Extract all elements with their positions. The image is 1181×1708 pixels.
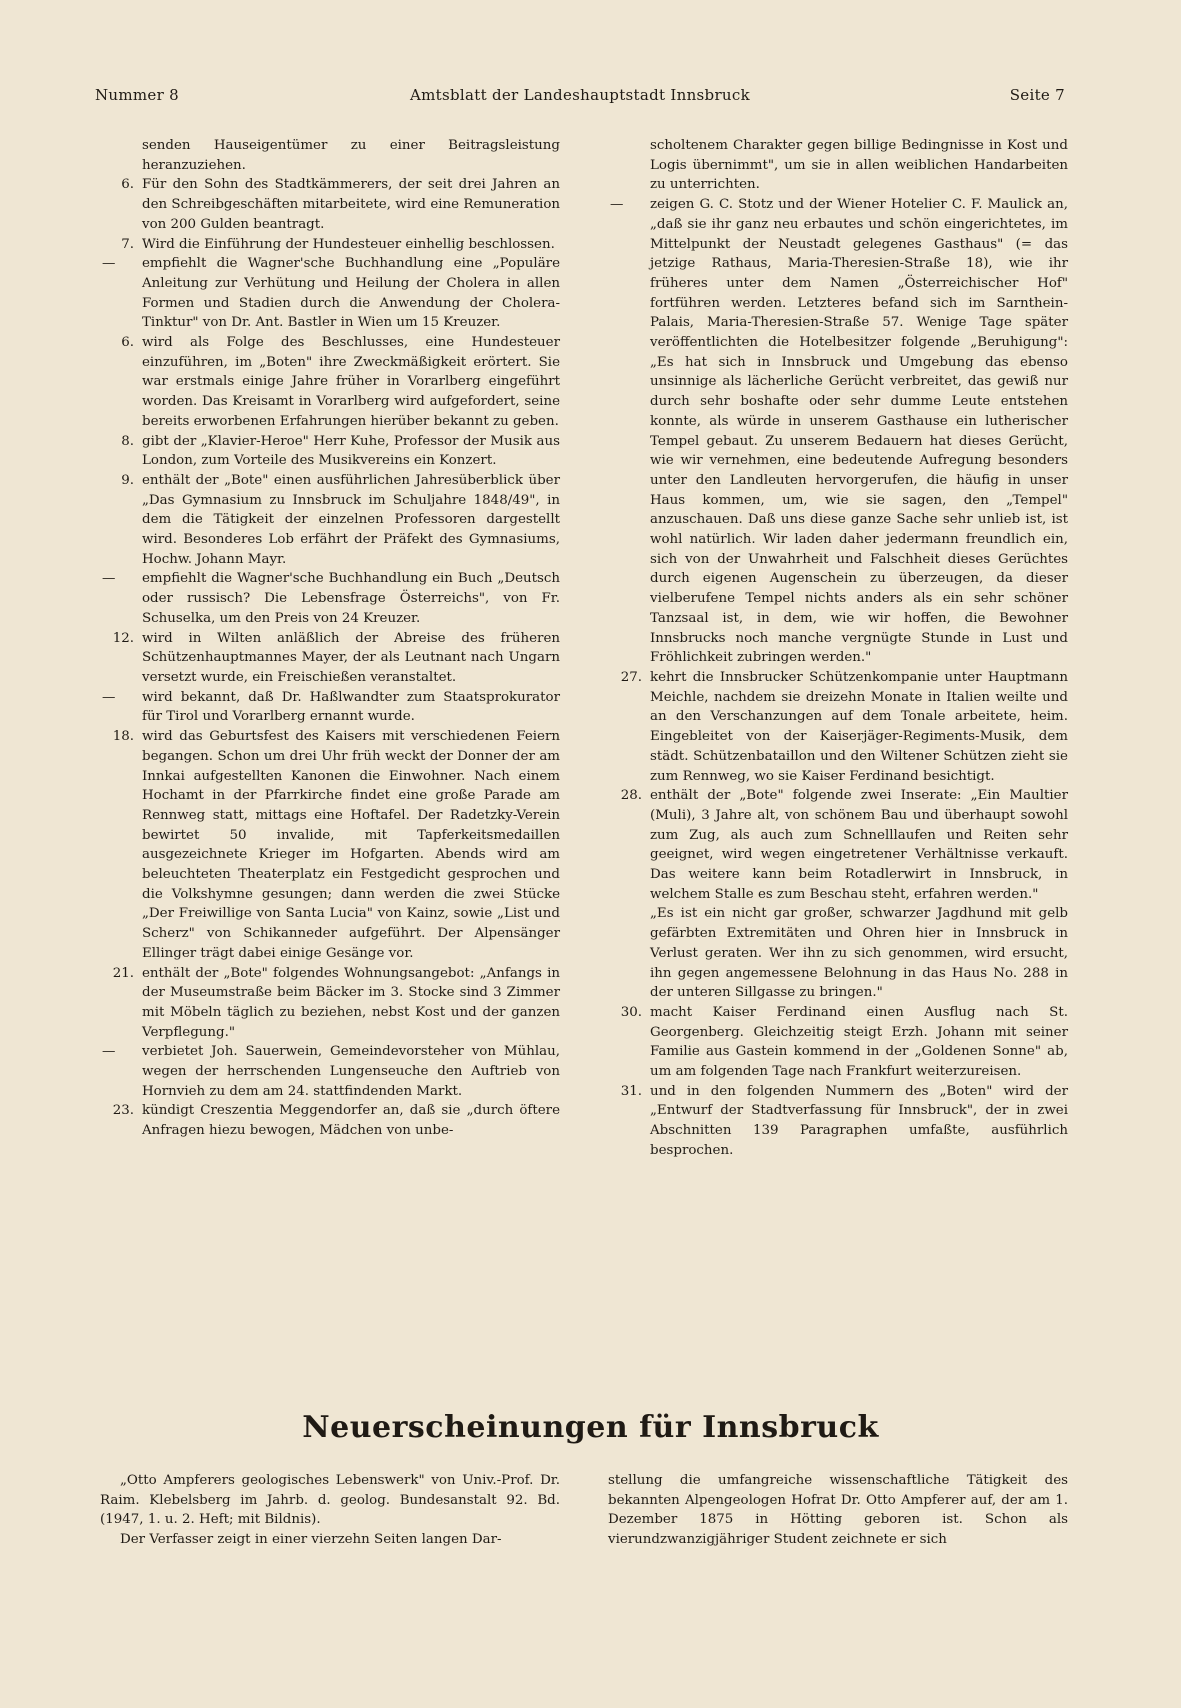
chronicle-entry: scholtenem Charakter gegen billige Bedingnisse in Kost und Logis übernimmt", um sie in allen weiblichen Handarbeiten zu unterrichten. — [650, 138, 1068, 193]
chronicle-entry: 28. enthält der „Bote" folgende zwei Inserate: „Ein Maultier (Muli), 3 Jahre alt, von schönem Bau und überhaupt sowohl zum Zug, als auch zum Schnelllaufen und Reiten sehr geeignet, wird wegen eingetretener Verhältnisse verkauft. Das weitere kann beim Rotadlerwirt in Innsbruck, in welchem Stalle es zum Beschau steht, erfahren werden." — [620, 788, 1068, 902]
issue-number: Nummer 8 — [95, 86, 179, 104]
chronicle-entry: — empfiehlt die Wagner'sche Buchhandlung ein Buch „Deutsch oder russisch? Die Lebensfrage Österreichs", von Fr. Schuselka, um den Preis von 24 Kreuzer. — [102, 571, 560, 626]
review-text: stellung die umfangreiche wissenschaftliche Tätigkeit des bekannten Alpengeologen Hofrat Dr. Otto Ampferer auf, der am 1. Dezember 1875 in Hötting geboren ist. Schon als vierundzwanzigjähriger Student zeichnete er sich — [608, 1473, 1068, 1548]
page-number: Seite 7 — [1009, 86, 1065, 104]
chronicle-entry: 9. enthält der „Bote" einen ausführlichen Jahresüberblick über „Das Gymnasium zu Innsbruck im Schuljahre 1848/49", in dem die Tätigkeit der einzelnen Professoren dargestellt wird. Besonderes Lob erfährt der Präfekt des Gymnasiums, Hochw. Johann Mayr. — [121, 472, 560, 567]
chronicle-entry: — wird bekannt, daß Dr. Haßlwandter zum Staatsprokurator für Tirol und Vorarlberg ernannt wurde. — [102, 689, 560, 725]
right-column — [608, 136, 1068, 1161]
review-text: Der Verfasser zeigt in einer vierzehn Seiten langen Dar- — [120, 1532, 502, 1548]
chronicle-entry: — verbietet Joh. Sauerwein, Gemeindevorsteher von Mühlau, wegen der herrschenden Lungenseuche den Auftrieb von Hornvieh zu dem am 24. stattfindenden Markt. — [102, 1044, 560, 1099]
chronicle-entry: 8. gibt der „Klavier-Heroe" Herr Kuhe, Professor der Musik aus London, zum Vorteile des Musikvereins ein Konzert. — [121, 433, 560, 469]
chronicle-entry: senden Hauseigentümer zu einer Beitragsleistung heranzuziehen. — [142, 138, 560, 173]
chronicle-entry: 6. wird als Folge des Beschlusses, eine Hundesteuer einzuführen, im „Boten" ihre Zweckmäßigkeit erörtert. Sie war erstmals einige Jahre früher in Vorarlberg eingeführt worden. Das Kreisamt in Vorarlberg wird aufgefordert, seine bereits erworbenen Erfahrungen hierüber bekannt zu geben. — [121, 335, 560, 429]
publication-title: Amtsblatt der Landeshauptstadt Innsbruck — [410, 86, 750, 104]
chronicle-entry: 30. macht Kaiser Ferdinand einen Ausflug nach St. Georgenberg. Gleichzeitig steigt Erzh. Johann mit seiner Familie aus Gastein kommend in der „Goldenen Sonne" ab, um am folgenden Tage nach Frankfurt weiterzureisen. — [620, 1004, 1068, 1080]
chronicle-entry: — empfiehlt die Wagner'sche Buchhandlung eine „Populäre Anleitung zur Verhütung und Heilung der Cholera in allen Formen und Stadien durch die Anwendung der Cholera-Tinktur" von Dr. Ant. Bastler in Wien um 15 Kreuzer. — [102, 256, 560, 331]
review-column-left — [100, 1471, 560, 1550]
chronicle-entry: 6. Für den Sohn des Stadtkämmerers, der seit drei Jahren an den Schreibgeschäften mitarbeitete, wird eine Remuneration von 200 Gulden beantragt. — [121, 177, 560, 232]
left-column — [100, 136, 560, 1141]
chronicle-entry: 31. und in den folgenden Nummern des „Boten" wird der „Entwurf der Stadtverfassung für Innsbruck", der in zwei Abschnitten 139 Paragraphen umfaßte, ausführlich besprochen. — [620, 1083, 1068, 1158]
chronicle-entry: 21. enthält der „Bote" folgendes Wohnungsangebot: „Anfangs in der Museumstraße beim Bäcker im 3. Stocke sind 3 Zimmer mit Möbeln täglich zu beziehen, nebst Kost und der ganzen Verpflegung." — [112, 965, 560, 1040]
chronicle-entry: 12. wird in Wilten anläßlich der Abreise des früheren Schützenhauptmannes Mayer, der als Leutnant nach Ungarn versetzt wurde, ein Freischießen veranstaltet. — [112, 630, 560, 685]
review-citation: „Otto Ampferers geologisches Lebenswerk" von Univ.-Prof. Dr. Raim. Klebelsberg im Jahrb. d. geolog. Bundesanstalt 92. Bd. (1947, 1. u. 2. Heft; mit Bildnis). — [100, 1473, 560, 1528]
review-column-right — [608, 1471, 1068, 1550]
chronicle-entry: 27. kehrt die Innsbrucker Schützenkompanie unter Hauptmann Meichle, nachdem sie dreizehn Monate in Italien weilte und an den Verschanzungen auf dem Tonale arbeitete, heim. Eingebleitet von der Kaiserjäger-Regiments-Musik, dem städt. Schützenbataillon und den Wiltener Schützen zieht sie zum Rennweg, wo sie Kaiser Ferdinand besichtigt. — [620, 669, 1068, 784]
chronicle-entry: 23. kündigt Creszentia Meggendorfer an, daß sie „durch öftere Anfragen hiezu bewogen, Mädchen von unbe- — [112, 1103, 560, 1139]
running-header — [95, 86, 1065, 110]
chronicle-entry: — zeigen G. C. Stotz und der Wiener Hotelier C. F. Maulick an, „daß sie ihr ganz neu erbautes und schön eingerichtetes, im Mittelpunkt der Neustadt gelegenes Gasthaus" (= das jetzige Rathaus, Maria-Theresien-Straße 18), wie ihr früheres unter dem Namen „Österreichischer Hof" fortführen werden. Letzteres befand sich im Sarnthein-Palais, Maria-Theresien-Straße 57. Wenige Tage später veröffentlichten die Hotelbesitzer folgende „Beruhigung": „Es hat sich in Innsbruck und Umgebung das ebenso unsinnige als lächerliche Gerücht verbreitet, das gewiß nur durch sehr boshafte oder sehr dumme Leute entstehen konnte, als würde in unserem Gasthause ein lutherischer Tempel gebaut. Zu unserem Bedauern hat dieses Gerücht, wie wir vernehmen, eine bedeutende Aufregung besonders unter den Landleuten hervorgerufen, die häufig in unser Haus kommen, um, wie sie sagen, den „Tempel" anzuschauen. Daß uns diese ganze Sache sehr unlieb ist, ist wohl natürlich. Wir laden daher jedermann freundlich ein, sich von der Unwahrheit und Falschheit dieses Gerüchtes durch eigenen Augenschein zu überzeugen, da dieser vielberufene Tempel nichts anders als ein sehr schöner Tanzsaal ist, in dem, wie wir hoffen, die Bewohner Innsbrucks noch manche vergnügte Stunde in Lust und Fröhlichkeit zubringen werden." — [610, 197, 1068, 666]
chronicle-entry: 18. wird das Geburtsfest des Kaisers mit verschiedenen Feiern begangen. Schon um drei Uhr früh weckt der Donner der am Innkai aufgestellten Kanonen die Einwohner. Nach einem Hochamt in der Pfarrkirche findet eine große Parade am Rennweg statt, mittags eine Hoftafel. Der Radetzky-Verein bewirtet 50 invalide, mit Tapferkeitsmedaillen ausgezeichnete Krieger im Hofgarten. Abends wird am beleuchteten Theaterplatz ein Festgedicht gesprochen und die Volkshymne gesungen; dann werden die zwei Stücke „Der Freiwillige von Santa Lucia" von Kainz, sowie „List und Scherz" von Schikanneder aufgeführt. Der Alpensänger Ellinger trägt dabei einige Gesänge vor. — [112, 729, 560, 961]
section-heading: Neuerscheinungen für Innsbruck — [302, 1410, 879, 1445]
chronicle-entry: 7. Wird die Einführung der Hundesteuer einhellig beschlossen. — [121, 236, 555, 252]
chronicle-entry: „Es ist ein nicht gar großer, schwarzer Jagdhund mit gelb gefärbten Extremitäten und Ohren hier in Innsbruck in Verlust geraten. Wer ihn zu sich genommen, wird ersucht, ihn gegen angemessene Belohnung in das Haus No. 288 in der unteren Sillgasse zu bringen." — [650, 906, 1068, 1001]
